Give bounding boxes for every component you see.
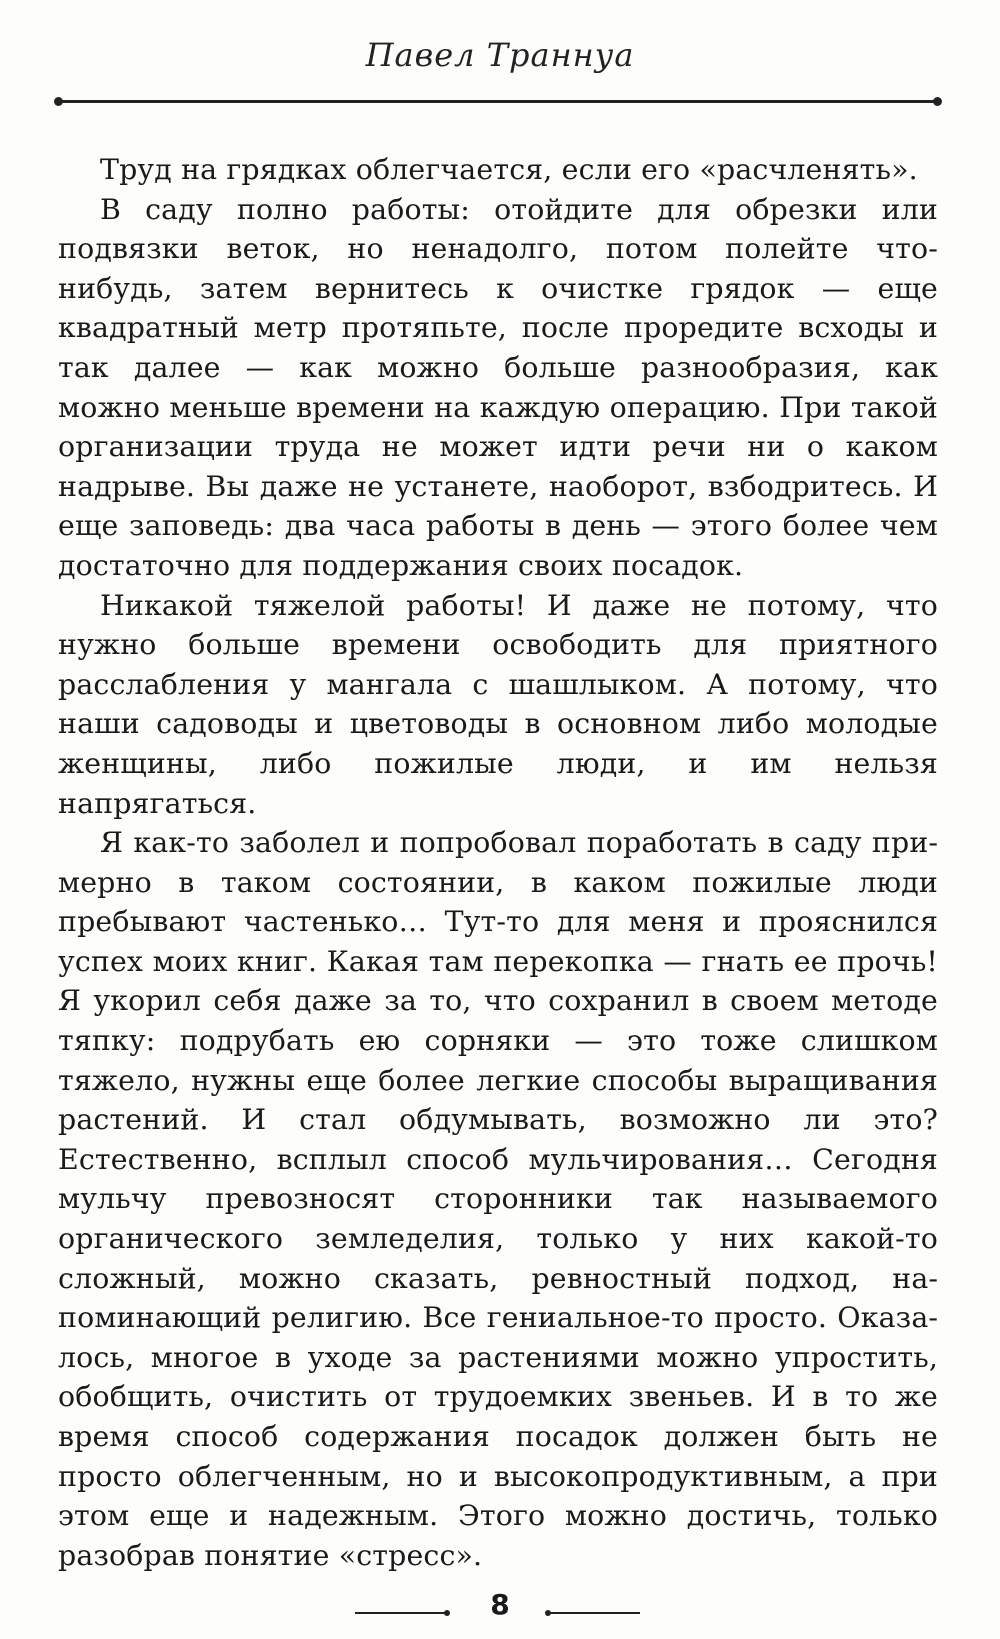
header-rule xyxy=(58,100,938,103)
footer-rule-dot-right xyxy=(545,1610,551,1616)
page-number: 8 xyxy=(490,1588,510,1621)
footer-rule-left xyxy=(355,1612,447,1614)
paragraph-1: Труд на грядках облегчается, если его «расчленять». xyxy=(100,153,918,186)
footer-rule-right xyxy=(548,1612,640,1614)
header-rule-dot-right xyxy=(933,97,942,106)
running-head: Павел Траннуа xyxy=(365,36,635,74)
paragraph-3: Никакой тяжелой работы! И даже не потому, что нужно больше времени освободить для приятного расслабления у мангала с шашлыком. А потому, что наши садоводы и цветоводы в основном либо молодые женщины, либо пожилые люди, и им нельзя напрягаться. xyxy=(58,588,938,820)
page-footer xyxy=(0,1588,1000,1632)
paragraph-4: Я как-то заболел и попробовал поработать в саду примерно в таком состоянии, в каком пожилые люди пребывают частенько… Тут-то для меня и прояснился успех моих книг. Какая там перекопка — гнать ее прочь! Я укорил себя даже за то, что сохранил в своем методе тяпку: подрубать ею сорняки — это тоже слишком тяжело, нужны еще более легкие способы выращивания растений. И стал обдумывать, возможно ли это? Естественно, всплыл способ мульчирования… Сегодня мульчу превозносят сторонники так называемого органического земледелия, только у них какой-то сложный, можно сказать, ревностный подход, напоминающий религию. Все гениальное-то просто. Оказалось, многое в уходе за растениями можно упростить, обобщить, очистить от трудоемких звеньев. И в то же время способ содержания посадок должен быть не просто облегченным, но и высокопродуктивным, а при этом еще и надежным. Этого можно достичь, только разобрав понятие «стресс». xyxy=(58,826,938,1572)
footer-rule-dot-left xyxy=(444,1610,450,1616)
header-rule-dot-left xyxy=(54,97,63,106)
paragraph-2: В саду полно работы: отойдите для обрезки или подвязки веток, но ненадолго, потом полейте что-нибудь, затем вернитесь к очистке грядок — еще квадратный метр протяпьте, после проредите всходы и так далее — как можно больше разнообразия, как можно меньше времени на каждую операцию. При такой организации труда не может идти речи ни о каком надрыве. Вы даже не устанете, наоборот, взбодритесь. И еще заповедь: два часа работы в день — этого более чем достаточно для поддержания своих посадок. xyxy=(58,192,938,582)
body-text xyxy=(58,150,938,1575)
